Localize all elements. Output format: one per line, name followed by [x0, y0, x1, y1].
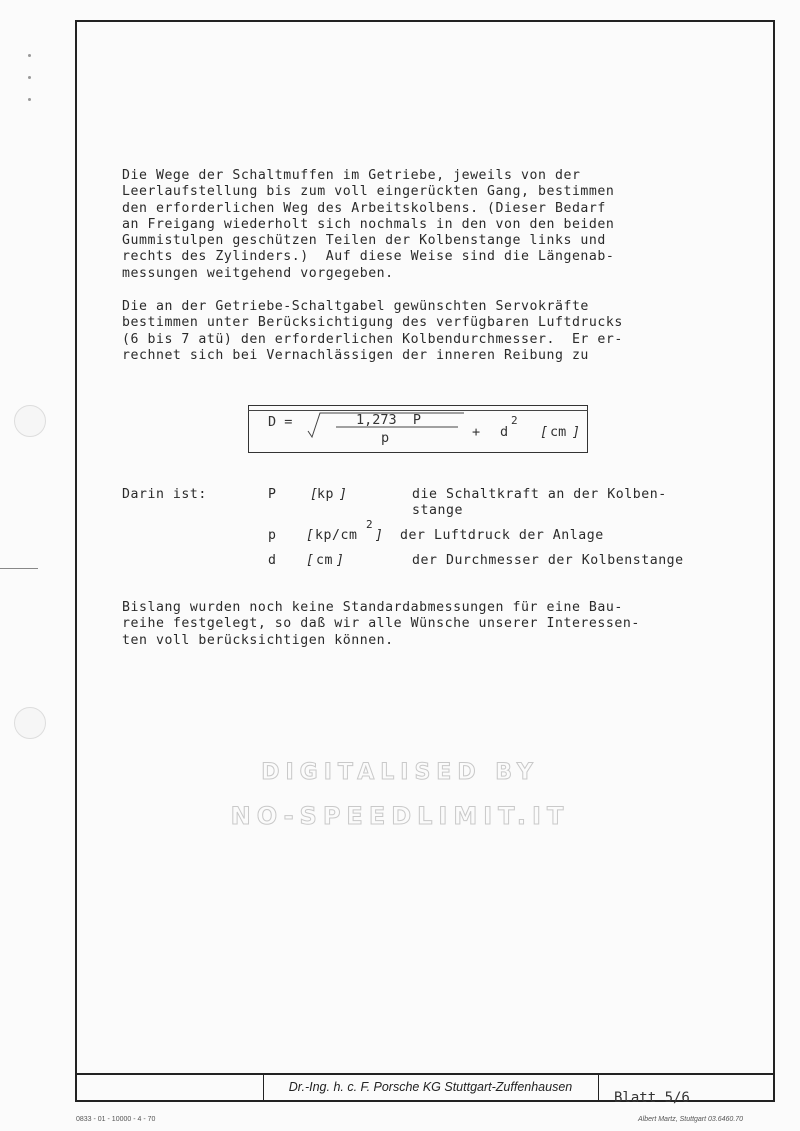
definition-text: die Schaltkraft an der Kolben- stange [412, 487, 667, 518]
margin-dot [28, 76, 31, 79]
definition-unit-exponent: 2 [366, 518, 374, 531]
punch-hole-top [14, 405, 46, 437]
definition-text: der Luftdruck der Anlage [400, 528, 604, 543]
definition-symbol: p [268, 528, 277, 543]
paragraph-piston-diameter: Die an der Getriebe-Schaltgabel gewünschten Servokräfte bestimmen unter Berücksichtigung des verfügbaren Luftdrucks (6 bis 7 atü) den erforderlichen Kolbendurchmesser. Er er- rechnet sich bei Vernachlässigen der inneren Reibung zu [122, 299, 623, 363]
definition-symbol: d [268, 553, 277, 568]
footer-separator-right [598, 1073, 599, 1102]
margin-dot [28, 54, 31, 57]
company-name: Dr.-Ing. h. c. F. Porsche KG Stuttgart-Zuffenhausen [288, 1080, 573, 1094]
bracket-close-icon: ] [339, 487, 348, 502]
bracket-close-icon: ] [572, 424, 581, 440]
formula-unit: cm [550, 424, 567, 440]
bracket-open-icon: [ [306, 553, 315, 568]
formula-term: d [500, 424, 509, 440]
formula-lhs: D = [268, 414, 293, 430]
watermark-line-1: DIGITALISED BY [261, 760, 539, 785]
formula-numerator: 1,273 P [356, 412, 422, 428]
definition-unit: kp [317, 487, 334, 502]
definition-text: der Durchmesser der Kolbenstange [412, 553, 684, 568]
watermark-line-2: NO-SPEEDLIMIT.IT [230, 802, 570, 830]
sheet-number: Blatt 5/6 [614, 1090, 690, 1106]
printer-imprint: Albert Martz, Stuttgart 03.6460.70 [638, 1116, 744, 1123]
formula-denominator: p [381, 430, 390, 446]
formula-plus: + [472, 424, 481, 440]
footer-separator-left [263, 1073, 264, 1102]
definition-symbol: P [268, 487, 277, 502]
formula-exponent: 2 [511, 414, 518, 427]
definition-unit: kp/cm [315, 528, 358, 543]
definition-unit: cm [316, 553, 333, 568]
bracket-close-icon: ] [375, 528, 384, 543]
margin-dot [28, 98, 31, 101]
fold-mark [0, 568, 38, 569]
bracket-close-icon: ] [336, 553, 345, 568]
bracket-open-icon: [ [540, 424, 549, 440]
punch-hole-bottom [14, 707, 46, 739]
definitions-intro: Darin ist: [122, 487, 207, 502]
print-code: 0833 - 01 - 10000 - 4 - 70 [76, 1116, 156, 1123]
bracket-open-icon: [ [310, 487, 319, 502]
bracket-open-icon: [ [306, 528, 315, 543]
footer-divider [75, 1073, 775, 1075]
paragraph-shift-travel: Die Wege der Schaltmuffen im Getriebe, jeweils von der Leerlaufstellung bis zum voll eingerückten Gang, bestimmen den erforderlichen Weg des Arbeitskolbens. (Dieser Bedarf an Freigang wiederholt sich nochmals in den von den beiden Gummistulpen geschützen Teilen der Kolbenstange links und rechts des Zylinders.) Auf diese Weise sind die Längenab- messungen weitgehend vorgegeben. [122, 168, 615, 281]
paragraph-standard-dimensions: Bislang wurden noch keine Standardabmessungen für eine Bau- reihe festgelegt, so daß wir alle Wünsche unserer Interessen- ten voll berücksichtigen können. [122, 600, 640, 648]
